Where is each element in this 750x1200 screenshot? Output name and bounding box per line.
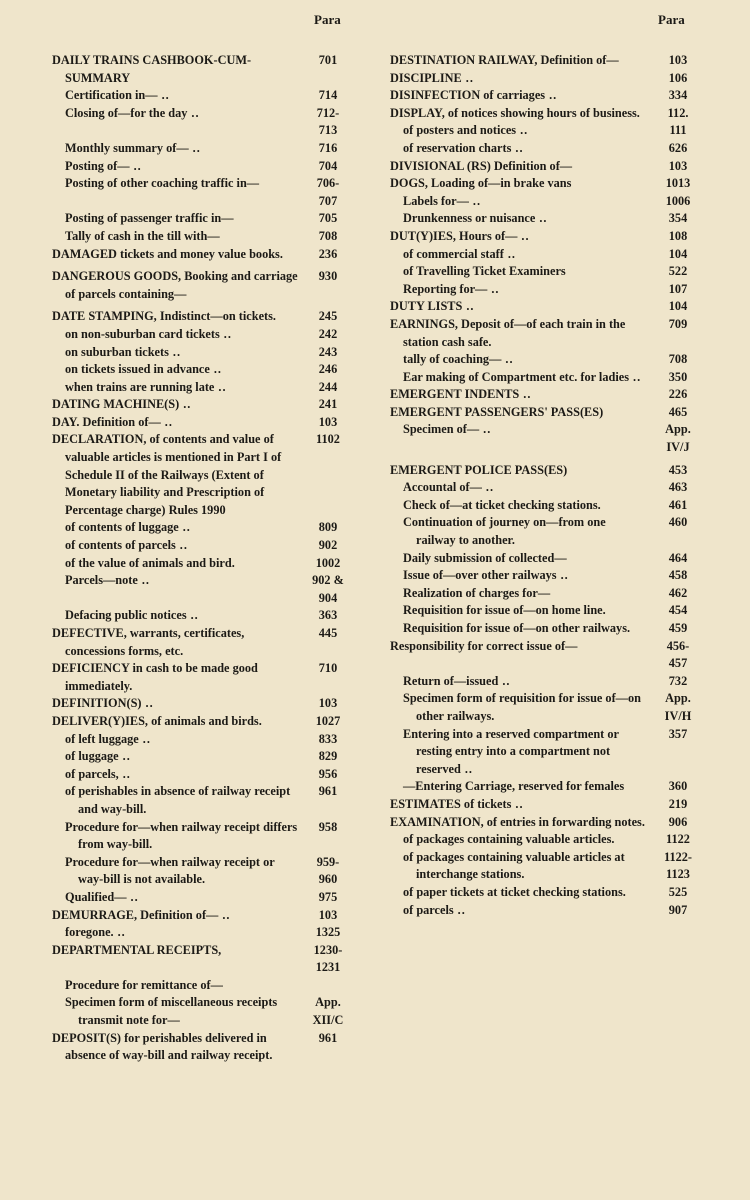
para-number: 108	[668, 228, 688, 243]
index-entry	[52, 326, 352, 344]
entry-text: Continuation of journey on—from one railway to another.	[403, 515, 606, 548]
para-number: 1102	[316, 432, 340, 447]
entry-text: of packages containing valuable articles at interchange stations.	[403, 849, 625, 882]
index-entry	[390, 726, 702, 779]
para-number: 525	[668, 884, 688, 899]
para-number: 956	[318, 766, 338, 781]
entry-text: DELIVER(Y)IES, of animals and birds.	[52, 713, 262, 728]
leader-dots: ..	[520, 123, 529, 138]
index-entry	[52, 924, 352, 942]
para-number: 809	[318, 520, 338, 535]
leader-dots: ..	[161, 88, 170, 103]
entry-text: DEMURRAGE, Definition of— ..	[52, 907, 231, 922]
index-entry	[390, 831, 702, 849]
leader-dots: ..	[122, 766, 131, 781]
para-number: 1122	[666, 832, 690, 847]
index-entry	[52, 889, 352, 907]
entry-text: of posters and notices ..	[403, 123, 529, 138]
index-entry	[390, 386, 702, 404]
para-number: 456- 457	[666, 638, 690, 671]
para-number: 465	[668, 404, 688, 419]
para-number: 1006	[665, 193, 691, 208]
para-number: 112.	[667, 105, 689, 120]
leader-dots: ..	[190, 608, 199, 623]
leader-dots: ..	[133, 158, 142, 173]
para-number: 354	[668, 211, 688, 226]
index-entry	[52, 396, 352, 414]
para-number: 454	[668, 603, 688, 618]
index-entry	[390, 690, 702, 725]
entry-text: Certification in— ..	[65, 88, 170, 103]
para-number: 959- 960	[316, 854, 340, 887]
para-number: 103	[668, 158, 688, 173]
entry-text: on suburban tickets ..	[65, 344, 182, 359]
index-entry	[52, 695, 352, 713]
index-entry	[52, 555, 352, 573]
para-number: 714	[318, 88, 338, 103]
para-number: 111	[669, 123, 687, 138]
para-number: 706- 707	[316, 176, 340, 208]
para-number: 1013	[665, 176, 691, 191]
entry-text: Requisition for issue of—on home line.	[403, 603, 606, 618]
index-entry	[52, 308, 352, 326]
entry-text: of paper tickets at ticket checking stations.	[403, 884, 626, 899]
leader-dots: ..	[465, 70, 474, 85]
entry-text: Procedure for—when railway receipt or way-bill is not available.	[65, 854, 275, 887]
entry-text: Drunkenness or nuisance ..	[403, 211, 548, 226]
entry-text: DEFINITION(S) ..	[52, 696, 154, 711]
entry-text: DIVISIONAL (RS) Definition of—	[390, 158, 573, 173]
entry-text: Defacing public notices ..	[65, 608, 199, 623]
para-number: 1027	[315, 713, 341, 728]
entry-text: EXAMINATION, of entries in forwarding notes.	[390, 814, 645, 829]
leader-dots: ..	[183, 397, 192, 412]
index-entry	[390, 122, 702, 140]
para-number: 708	[318, 228, 338, 243]
index-entry	[390, 567, 702, 585]
entry-text: DATE STAMPING, Indistinct—on tickets.	[52, 309, 276, 324]
para-number: 709	[668, 316, 688, 331]
entry-text: DANGEROUS GOODS, Booking and carriage of parcels containing—	[52, 269, 298, 301]
para-number: 106	[668, 70, 688, 85]
entry-text: Daily submission of collected—	[403, 550, 567, 565]
index-entry	[52, 105, 352, 140]
para-number: 704	[318, 158, 338, 173]
index-entry	[390, 673, 702, 691]
index-entry	[390, 210, 702, 228]
entry-text: of luggage ..	[65, 749, 131, 764]
entry-text: of Travelling Ticket Examiners	[403, 264, 566, 279]
entry-text: Tally of cash in the till with—	[65, 228, 220, 243]
para-number: 459	[668, 621, 688, 635]
entry-text: DISCIPLINE ..	[390, 70, 474, 85]
para-number: 705	[318, 211, 338, 226]
entry-text: of perishables in absence of railway receipt and way-bill.	[65, 784, 291, 816]
index-entry	[390, 814, 702, 832]
para-number: App. IV/J	[665, 422, 691, 455]
entry-text: EMERGENT PASSENGERS' PASS(ES)	[390, 404, 604, 419]
index-entry	[390, 175, 702, 193]
para-number: 1122- 1123	[663, 849, 692, 882]
para-number: 246	[318, 362, 338, 377]
para-number: 236	[318, 246, 338, 261]
entry-text: Specimen form of miscellaneous receipts transmit note for—	[65, 995, 278, 1028]
index-entry	[390, 228, 702, 246]
entry-text: of packages containing valuable articles.	[403, 832, 615, 847]
entry-text: of parcels ..	[403, 902, 466, 917]
entry-text: —Entering Carriage, reserved for females	[403, 779, 625, 794]
leader-dots: ..	[141, 573, 151, 588]
leader-dots: ..	[472, 193, 482, 208]
index-entry	[390, 404, 702, 422]
index-entry	[390, 87, 702, 105]
entry-text: Entering into a reserved compartment or resting entry into a compartment not reserved ..	[403, 726, 619, 776]
entry-text: DECLARATION, of contents and value of valuable articles is mentioned in Part I of Schedule II of the Railways (Extent of Monetary liability and Prescription of Percentage charge) Rules 1990	[52, 432, 282, 517]
entry-text: DISPLAY, of notices showing hours of business.	[390, 105, 640, 120]
para-number: 334	[668, 88, 688, 103]
leader-dots: ..	[560, 568, 569, 583]
index-entry	[52, 379, 352, 397]
index-entry	[52, 783, 352, 818]
leader-dots: ..	[172, 344, 182, 359]
index-entry	[390, 620, 702, 638]
leader-dots: ..	[515, 796, 524, 811]
para-number: 453	[668, 462, 688, 477]
index-entry	[52, 994, 352, 1029]
para-number: 357	[668, 726, 688, 741]
index-entry	[390, 316, 702, 351]
para-number: 458	[668, 568, 688, 583]
para-number: 103	[318, 696, 338, 711]
para-number: App. IV/H	[664, 691, 692, 723]
para-number: App. XII/C	[312, 995, 344, 1028]
entry-text: when trains are running late ..	[65, 379, 227, 394]
index-entry	[52, 246, 352, 264]
para-number: 829	[318, 749, 338, 764]
para-number: 712- 713	[316, 105, 340, 138]
entry-text: ESTIMATES of tickets ..	[390, 796, 524, 811]
index-entry	[52, 625, 352, 660]
index-entry	[52, 907, 352, 925]
index-entry	[52, 52, 352, 87]
index-entry	[52, 819, 352, 854]
para-header-right: Para	[658, 12, 685, 27]
index-entry	[390, 158, 702, 176]
leader-dots: ..	[483, 422, 492, 437]
para-number: 975	[318, 889, 338, 904]
para-number: 461	[668, 497, 688, 512]
para-number: 103	[318, 414, 338, 429]
para-number: 710	[318, 661, 338, 676]
para-number: 1325	[315, 925, 341, 940]
entry-text: of reservation charts ..	[403, 140, 524, 155]
para-number: 1230- 1231	[313, 942, 343, 975]
entry-text: on non-suburban card tickets ..	[65, 326, 232, 341]
entry-text: DEPOSIT(S) for perishables delivered in absence of way-bill and railway receipt.	[52, 1030, 273, 1063]
index-entry	[390, 902, 702, 920]
index-entry	[52, 414, 352, 432]
para-number: 1002	[315, 555, 341, 570]
leader-dots: ..	[117, 925, 126, 940]
index-entry	[52, 210, 352, 228]
para-number: 902	[318, 538, 338, 553]
para-number: 244	[318, 379, 338, 394]
para-number: 241	[318, 397, 338, 412]
leader-dots: ..	[464, 761, 473, 776]
entry-text: Parcels—note ..	[65, 573, 151, 588]
entry-text: DEPARTMENTAL RECEIPTS,	[52, 942, 222, 957]
para-number: 708	[668, 352, 688, 367]
para-number: 522	[668, 264, 688, 279]
index-entry	[390, 585, 702, 603]
index-entry	[390, 602, 702, 620]
leader-dots: ..	[466, 299, 475, 314]
leader-dots: ..	[191, 105, 200, 120]
entry-text: Procedure for—when railway receipt differs from way-bill.	[65, 819, 298, 852]
para-number: 626	[668, 140, 688, 155]
entry-text: DAY. Definition of— ..	[52, 414, 173, 429]
entry-text: DATING MACHINE(S) ..	[52, 397, 192, 412]
index-entry	[52, 537, 352, 555]
entry-text: on tickets issued in advance ..	[65, 362, 223, 377]
index-entry	[52, 519, 352, 537]
index-entry	[390, 849, 702, 884]
entry-text: of commercial staff ..	[403, 246, 516, 261]
leader-dots: ..	[222, 907, 231, 922]
leader-dots: ..	[505, 352, 514, 367]
entry-text: Procedure for remittance of—	[65, 977, 223, 992]
leader-dots: ..	[130, 889, 139, 904]
index-entry	[52, 713, 352, 731]
entry-text: of the value of animals and bird.	[65, 555, 235, 570]
entry-text: tally of coaching— ..	[403, 352, 514, 367]
para-number: 103	[318, 907, 338, 922]
entry-text: Labels for— ..	[403, 193, 482, 208]
index-entry	[390, 140, 702, 158]
entry-text: Qualified— ..	[65, 889, 139, 904]
index-entry	[390, 796, 702, 814]
index-entry	[52, 431, 352, 519]
index-entry	[390, 369, 702, 387]
para-number: 961	[318, 784, 338, 799]
index-entry	[390, 497, 702, 515]
index-entry	[390, 778, 702, 796]
leader-dots: ..	[521, 228, 530, 243]
para-number: 958	[318, 819, 338, 834]
para-number: 360	[668, 779, 688, 794]
index-entry	[390, 550, 702, 568]
index-entry	[390, 193, 702, 211]
para-number: 701	[318, 53, 338, 67]
index-entry	[52, 228, 352, 246]
entry-text: Specimen form of requisition for issue of—on other railways.	[403, 691, 641, 723]
para-number: 464	[668, 550, 688, 565]
index-entry	[52, 87, 352, 105]
para-header-left: Para	[314, 12, 341, 27]
index-entry	[390, 298, 702, 316]
para-number: 462	[668, 585, 688, 600]
para-number: 104	[668, 299, 688, 314]
index-entry	[390, 462, 702, 480]
index-entry	[390, 263, 702, 281]
para-number: 716	[318, 140, 338, 155]
entry-text: EMERGENT POLICE PASS(ES)	[390, 462, 568, 477]
entry-text: Accountal of— ..	[403, 480, 495, 495]
entry-text: DUT(Y)IES, Hours of— ..	[390, 228, 530, 243]
index-entry	[390, 351, 702, 369]
para-number: 242	[318, 326, 338, 341]
para-number: 902 & 904	[312, 573, 344, 605]
entry-text: Responsibility for correct issue of—	[390, 638, 578, 653]
entry-text: Issue of—over other railways ..	[403, 568, 569, 583]
entry-text: Check of—at ticket checking stations.	[403, 497, 601, 512]
entry-text: DEFECTIVE, warrants, certificates, concessions forms, etc.	[52, 626, 245, 658]
leader-dots: ..	[515, 140, 524, 155]
leader-dots: ..	[223, 326, 232, 341]
entry-text: Reporting for— ..	[403, 281, 500, 296]
entry-text: DOGS, Loading of—in brake vans	[390, 176, 572, 191]
entry-text: Return of—issued ..	[403, 673, 511, 688]
index-entry	[390, 884, 702, 902]
entry-text: EARNINGS, Deposit of—of each train in the station cash safe.	[390, 316, 626, 349]
leader-dots: ..	[192, 140, 201, 155]
entry-text: EMERGENT INDENTS ..	[390, 387, 532, 402]
leader-dots: ..	[182, 520, 191, 535]
para-number: 463	[668, 480, 688, 495]
entry-text: of contents of luggage ..	[65, 520, 191, 535]
index-entry	[52, 268, 352, 303]
index-entry	[52, 175, 352, 210]
para-number: 833	[318, 731, 338, 746]
entry-text: Monthly summary of— ..	[65, 140, 201, 155]
entry-text: foregone. ..	[65, 925, 126, 940]
para-number: 245	[318, 309, 338, 324]
entries-right	[390, 52, 702, 919]
entry-text: DEFICIENCY in cash to be made good immediately.	[52, 661, 258, 693]
index-entry	[390, 52, 702, 70]
index-entry	[390, 246, 702, 264]
index-entry	[52, 361, 352, 379]
entry-text: Specimen of— ..	[403, 422, 492, 437]
leader-dots: ..	[485, 480, 495, 495]
leader-dots: ..	[164, 414, 173, 429]
index-entry	[52, 572, 352, 607]
para-number: 103	[668, 53, 688, 67]
entry-text: Posting of— ..	[65, 158, 142, 173]
entry-text: Realization of charges for—	[403, 585, 551, 600]
index-entry	[52, 731, 352, 749]
leader-dots: ..	[549, 88, 558, 103]
index-entry	[52, 344, 352, 362]
index-entry	[52, 977, 352, 995]
leader-dots: ..	[122, 749, 131, 764]
para-number: 907	[668, 902, 688, 917]
leader-dots: ..	[213, 362, 223, 377]
leader-dots: ..	[491, 281, 500, 296]
leader-dots: ..	[523, 387, 532, 402]
leader-dots: ..	[502, 673, 511, 688]
index-entry	[52, 158, 352, 176]
entry-text: Requisition for issue of—on other railways.	[403, 621, 631, 635]
entry-text: Closing of—for the day ..	[65, 105, 200, 120]
index-entry	[52, 942, 352, 977]
index-entry	[52, 140, 352, 158]
index-entry	[390, 105, 702, 123]
para-number: 460	[668, 515, 688, 530]
index-entry	[52, 607, 352, 625]
leader-dots: ..	[539, 211, 548, 226]
leader-dots: ..	[179, 538, 188, 553]
index-entry	[390, 70, 702, 88]
index-entry	[390, 514, 702, 549]
entry-text: of parcels, ..	[65, 766, 131, 781]
entry-text: of left luggage ..	[65, 731, 151, 746]
index-entry	[390, 421, 702, 456]
index-entry	[390, 479, 702, 497]
index-entry	[52, 748, 352, 766]
entry-text: DAILY TRAINS CASHBOOK-CUM-SUMMARY	[52, 53, 252, 85]
para-number: 961	[318, 1030, 338, 1045]
entry-text: DUTY LISTS ..	[390, 299, 475, 314]
entry-text: of contents of parcels ..	[65, 538, 188, 553]
entry-text: Posting of other coaching traffic in—	[65, 176, 260, 191]
index-entry	[52, 854, 352, 889]
index-entry	[52, 766, 352, 784]
leader-dots: ..	[633, 369, 642, 384]
entry-text: DESTINATION RAILWAY, Definition of—	[390, 53, 619, 67]
para-number: 906	[668, 814, 688, 829]
entries-left	[52, 52, 352, 1065]
para-number: 219	[668, 796, 688, 811]
para-number: 226	[668, 387, 688, 402]
entry-text: Posting of passenger traffic in—	[65, 211, 234, 226]
para-number: 107	[668, 281, 688, 296]
index-entry	[390, 638, 702, 673]
para-number: 363	[318, 608, 338, 623]
leader-dots: ..	[142, 731, 151, 746]
index-entry	[390, 281, 702, 299]
index-entry	[52, 1030, 352, 1065]
para-number: 732	[668, 673, 688, 688]
entry-text: DAMAGED tickets and money value books.	[52, 246, 283, 261]
entry-text: Ear making of Compartment etc. for ladies ..	[403, 369, 642, 384]
leader-dots: ..	[457, 902, 466, 917]
para-number: 445	[318, 626, 338, 640]
para-number: 930	[318, 269, 338, 284]
leader-dots: ..	[507, 246, 516, 261]
para-number: 243	[318, 344, 338, 359]
para-number: 104	[668, 246, 688, 261]
entry-text: DISINFECTION of carriages ..	[390, 88, 558, 103]
leader-dots: ..	[218, 379, 227, 394]
leader-dots: ..	[145, 696, 154, 711]
para-number: 350	[668, 369, 688, 384]
index-entry	[52, 660, 352, 695]
